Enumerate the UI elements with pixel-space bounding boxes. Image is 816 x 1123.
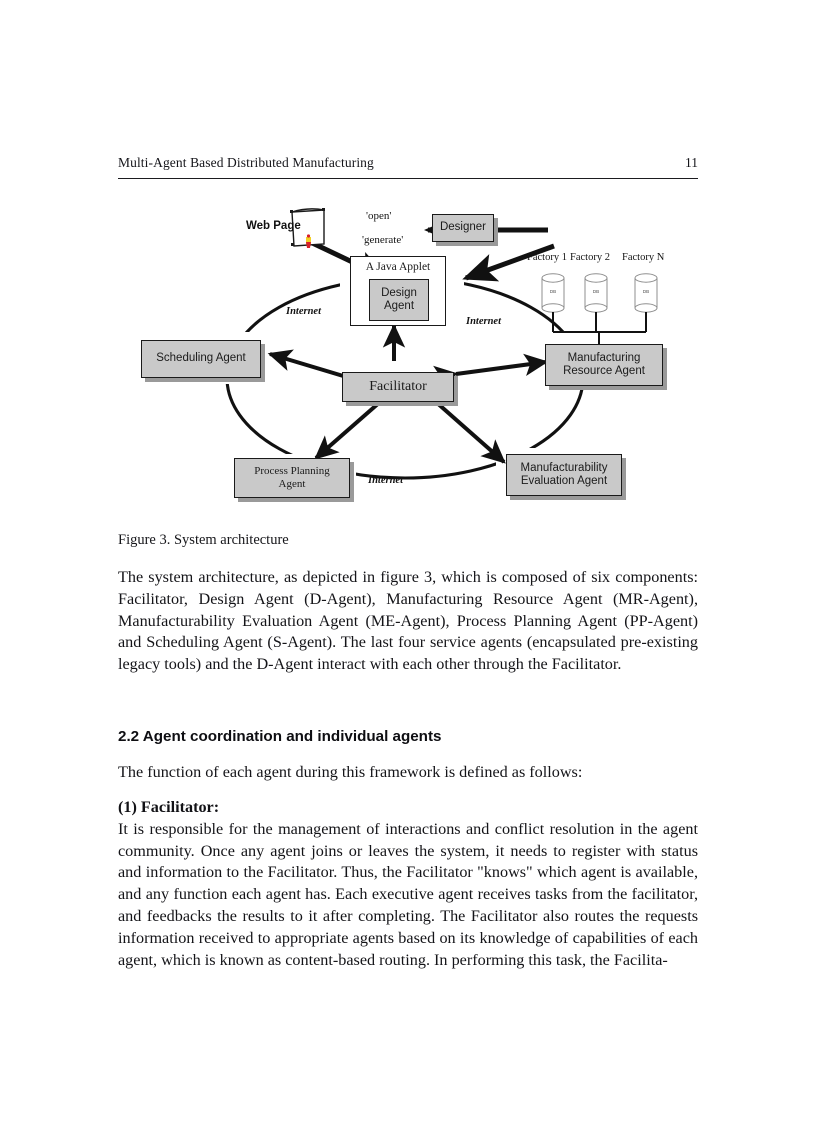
node-scheduling-agent[interactable] [141, 340, 261, 378]
node-facilitator[interactable] [342, 372, 454, 402]
edge-label-generate: 'generate' [362, 234, 404, 246]
internet-label-right: Internet [466, 316, 502, 327]
java-applet-label: A Java Applet [365, 261, 431, 273]
paragraph-function-of-each-agent [118, 762, 698, 784]
running-head [118, 155, 698, 177]
mea-label-1: Manufacturability [520, 461, 608, 474]
factory-cylinder-n [635, 274, 657, 332]
web-page-label [246, 220, 301, 232]
factory-cylinder-2 [585, 274, 607, 332]
running-head-rule [118, 178, 698, 179]
node-manufacturability-evaluation-agent[interactable] [506, 454, 622, 496]
node-designer-label: Designer [439, 221, 487, 234]
factory-db-label-1: DB [549, 289, 557, 294]
design-agent-label-1: Design [381, 286, 417, 299]
factory-label-n: Factory N [622, 252, 665, 263]
node-process-planning-agent[interactable] [234, 458, 350, 498]
section-heading-2-2 [118, 728, 698, 745]
arrow-facilitator-ppa [316, 402, 380, 458]
running-head-title: Multi-Agent Based Distributed Manufacturing [118, 155, 374, 170]
mea-label-2: Evaluation Agent [520, 475, 608, 487]
facilitator-label: Facilitator [369, 379, 427, 395]
figure-caption-text: Figure 3. System architecture [118, 532, 289, 548]
edge-label-open: 'open' [366, 210, 392, 222]
subsection-heading-text: (1) Facilitator: [118, 798, 220, 816]
arrow-facilitator-mra [456, 362, 546, 374]
ppa-label-2: Agent [278, 478, 306, 490]
mra-label-2: Resource Agent [563, 365, 645, 377]
figure-3-system-architecture [118, 196, 698, 526]
design-agent-label-2: Agent [383, 300, 415, 312]
page-number: 11 [685, 155, 698, 170]
node-design-agent[interactable] [369, 279, 429, 321]
node-designer[interactable] [432, 214, 494, 242]
subsection-heading-facilitator [118, 797, 698, 819]
ppa-label-1: Process Planning [254, 465, 330, 478]
paragraph-2-text: The function of each agent during this framework is defined as follows: [118, 763, 583, 781]
paragraph-system-architecture [118, 567, 698, 676]
internet-label-left: Internet [286, 306, 322, 317]
figure-caption [118, 532, 698, 549]
node-java-applet[interactable] [350, 256, 446, 326]
factory-label-2: Factory 2 [570, 252, 610, 263]
factory-db-label-n: DB [642, 289, 650, 294]
factory-cylinder-1 [542, 274, 564, 332]
web-page-label-text: Web Page [246, 220, 301, 232]
internet-label-bottom: Internet [368, 475, 404, 486]
factory-label-1: Factory 1 [527, 252, 567, 263]
arrow-facilitator-mea [436, 402, 504, 462]
mra-label-1: Manufacturing [567, 351, 641, 364]
scheduling-agent-label: Scheduling Agent [156, 352, 246, 365]
paragraph-3-text: It is responsible for the management of interactions and conflict resolution in the agent community. Once any agent joins or leaves the system, it needs to register with status and information to the Facilitator. Thus, the Facilitator "knows" which agent is available, and any function each agent has. Each executive agent receives tasks from the facilitator, and feedbacks the results to it after completing. The Facilitator also routes the requests information received to appropriate agents based on its knowledge of capabilities of each agent, which is known as content-based routing. In performing this task, the Facilita- [118, 819, 698, 969]
factory-db-label-2: DB [592, 289, 600, 294]
paragraph-1-text: The system architecture, as depicted in figure 3, which is composed of six components: Facilitator, Design Agent (D-Agent), Manufacturing Resource Agent (MR-Agent), Manufacturability Evaluation Agent (ME-Agent), Process Planning Agent (PP-Agent) and Scheduling Agent (S-Agent). The last four service agents (encapsulated pre-existing legacy tools) and the D-Agent interact with each other through the Facilitator. [118, 568, 698, 674]
subsection-facilitator [118, 797, 698, 971]
section-heading-text: 2.2 Agent coordination and individual agents [118, 728, 442, 745]
node-manufacturing-resource-agent[interactable] [545, 344, 663, 386]
